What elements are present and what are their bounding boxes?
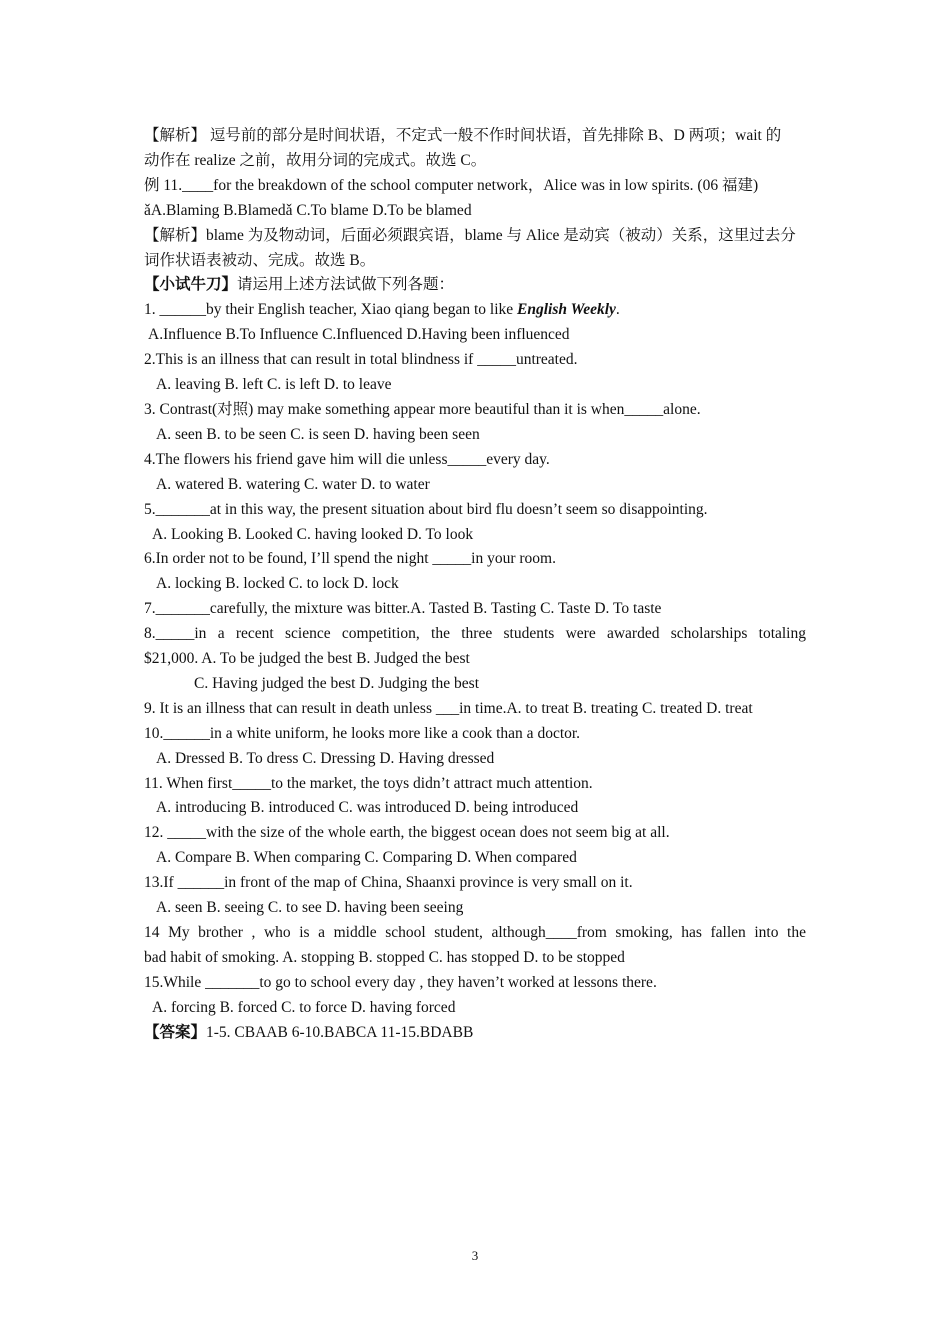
- answers-line: [144, 1021, 806, 1046]
- question-9: 9. It is an illness that can result in death unless ___in time.A. to treat B. treating C. treated D. treat: [144, 699, 753, 717]
- example-question: 例 11.____for the breakdown of the school computer network，Alice was in low spirits. (06 福建): [144, 176, 759, 194]
- question-options: A. locking B. locked C. to lock D. lock: [156, 575, 399, 593]
- question-options: A. Looking B. Looked C. having looked D. To look: [152, 525, 474, 543]
- question-options: C. Having judged the best D. Judging the best: [194, 674, 479, 692]
- question-1: [144, 298, 806, 323]
- question-options: A. seen B. to be seen C. is seen D. having been seen: [156, 425, 480, 443]
- analysis-line: 动作在 realize 之前，故用分词的完成式。故选 C。: [144, 151, 487, 169]
- question-7: 7._______carefully, the mixture was bitter.A. Tasted B. Tasting C. Taste D. To taste: [144, 600, 662, 618]
- question-13: 13.If ______in front of the map of China, Shaanxi province is very small on it.: [144, 874, 633, 892]
- question-3: 3. Contrast(对照) may make something appear more beautiful than it is when_____alone.: [144, 400, 701, 418]
- question-options: A. introducing B. introduced C. was introduced D. being introduced: [156, 799, 579, 817]
- analysis-line: 【解析】 逗号前的部分是时间状语，不定式一般不作时间状语，首先排除 B、D 两项；wait 的: [144, 127, 782, 144]
- practice-heading: 【小试牛刀】: [144, 276, 238, 294]
- question-11: 11. When first_____to the market, the toys didn’t attract much attention.: [144, 774, 593, 792]
- question-12: 12. _____with the size of the whole earth, the biggest ocean does not seem big at all.: [144, 824, 670, 842]
- question-options: A. watered B. watering C. water D. to water: [156, 475, 430, 493]
- answers-text: 1-5. CBAAB 6-10.BABCA 11-15.BDABB: [206, 1023, 474, 1041]
- question-options: A.Influence B.To Influence C.Influenced D.Having been influenced: [148, 326, 570, 344]
- question-options: A. seen B. seeing C. to see D. having been seeing: [156, 899, 464, 917]
- question-4: 4.The flowers his friend gave him will die unless_____every day.: [144, 450, 550, 468]
- document-body: [144, 124, 806, 1046]
- question-options: A. forcing B. forced C. to force D. having forced: [152, 998, 456, 1016]
- analysis-line: 词作状语表被动、完成。故选 B。: [144, 251, 376, 269]
- example-options: ǎA.Blaming B.Blamedǎ C.To blame D.To be blamed: [144, 201, 472, 219]
- emphasized-title: English Weekly: [517, 301, 616, 319]
- practice-intro: 请运用上述方法试做下列各题：: [237, 276, 455, 294]
- question-text: 1. ______by their English teacher, Xiao qiang began to like: [144, 301, 518, 319]
- practice-heading-line: [144, 273, 806, 298]
- question-10: 10.______in a white uniform, he looks more like a cook than a doctor.: [144, 724, 581, 742]
- question-15: 15.While _______to go to school every day , they haven’t worked at lessons there.: [144, 973, 657, 991]
- answers-heading: 【答案】: [144, 1023, 207, 1041]
- question-14: 14 My brother , who is a middle school student, although____from smoking, has fallen into the: [144, 924, 806, 941]
- analysis-line: 【解析】blame 为及物动词，后面必须跟宾语，blame 与 Alice 是动宾（被动）关系，这里过去分: [144, 226, 796, 244]
- question-14-cont: bad habit of smoking. A. stopping B. stopped C. has stopped D. to be stopped: [144, 948, 625, 966]
- page-number: 3: [471, 1248, 479, 1263]
- question-5: 5._______at in this way, the present situation about bird flu doesn’t seem so disappointing.: [144, 500, 708, 518]
- question-2: 2.This is an illness that can result in total blindness if _____untreated.: [144, 351, 578, 369]
- question-options: A. Dressed B. To dress C. Dressing D. Having dressed: [156, 749, 495, 767]
- question-options: A. leaving B. left C. is left D. to leave: [156, 376, 392, 394]
- question-8-cont: $21,000. A. To be judged the best B. Judged the best: [144, 650, 470, 668]
- question-text: .: [615, 301, 620, 319]
- question-8: 8._____in a recent science competition, the three students were awarded scholarships totaling: [144, 625, 806, 643]
- question-6: 6.In order not to be found, I’ll spend the night _____in your room.: [144, 550, 556, 568]
- question-options: A. Compare B. When comparing C. Comparing D. When compared: [156, 849, 577, 867]
